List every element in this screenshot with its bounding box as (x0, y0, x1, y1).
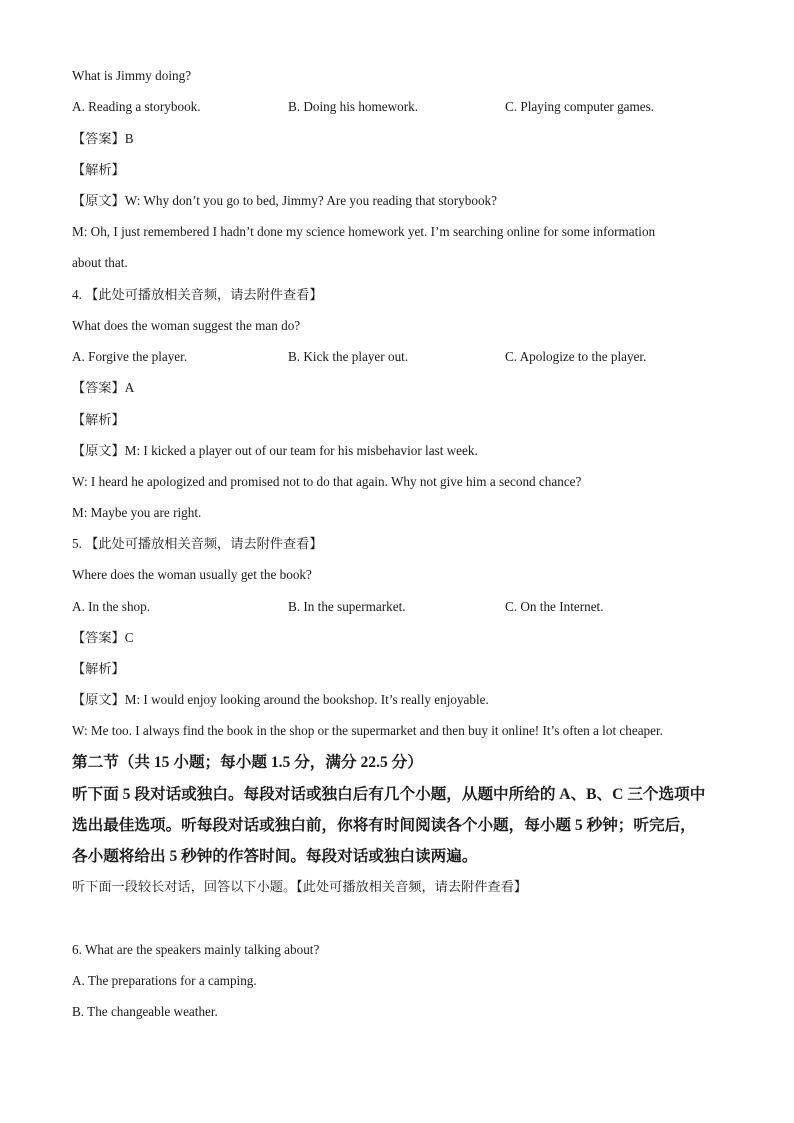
q6-option-a: A. The preparations for a camping. (72, 973, 257, 988)
q4-heading: 4. 【此处可播放相关音频，请去附件查看】 (72, 287, 323, 302)
q5-option-b: B. In the supermarket. (288, 599, 406, 614)
q3-analysis: 【解析】 (72, 162, 125, 177)
q5-question: Where does the woman usually get the book? (72, 567, 312, 582)
q3-option-a: A. Reading a storybook. (72, 99, 201, 114)
q4-analysis: 【解析】 (72, 412, 125, 427)
q5-heading: 5. 【此处可播放相关音频，请去附件查看】 (72, 536, 323, 551)
q4-option-a: A. Forgive the player. (72, 349, 188, 364)
q4-answer: 【答案】A (72, 380, 135, 395)
q4-option-c: C. Apologize to the player. (505, 349, 647, 364)
q3-answer: 【答案】B (72, 131, 134, 146)
section2-lead: 听下面一段较长对话，回答以下小题。【此处可播放相关音频，请去附件查看】 (72, 879, 527, 894)
q3-transcript-line: M: Oh, I just remembered I hadn’t done my science homework yet. I’m searching online for some information (72, 224, 656, 239)
q4-transcript-line: 【原文】M: I kicked a player out of our team for his misbehavior last week. (72, 443, 478, 458)
q5-analysis: 【解析】 (72, 661, 125, 676)
q6-question: 6. What are the speakers mainly talking about? (72, 942, 320, 957)
section2-instruction: 各小题将给出 5 秒钟的作答时间。每段对话或独白读两遍。 (72, 848, 478, 865)
q3-option-b: B. Doing his homework. (288, 99, 419, 114)
section2-title: 第二节（共 15 小题；每小题 1.5 分，满分 22.5 分） (72, 754, 423, 771)
q5-option-c: C. On the Internet. (505, 599, 604, 614)
q4-option-b: B. Kick the player out. (288, 349, 409, 364)
q5-transcript-line: W: Me too. I always find the book in the shop or the supermarket and then buy it online! It’s often a lot cheaper. (72, 723, 663, 738)
q3-transcript-line: about that. (72, 255, 128, 270)
section2-instruction: 听下面 5 段对话或独白。每段对话或独白后有几个小题，从题中所给的 A、B、C 三个选项中 (72, 786, 706, 803)
q4-question: What does the woman suggest the man do? (72, 318, 301, 333)
q4-transcript-line: M: Maybe you are right. (72, 505, 202, 520)
q3-transcript-line: 【原文】W: Why don’t you go to bed, Jimmy? Are you reading that storybook? (72, 193, 497, 208)
section2-instruction: 选出最佳选项。听每段对话或独白前，你将有时间阅读各个小题，每小题 5 秒钟；听完后， (72, 817, 696, 834)
q4-transcript-line: W: I heard he apologized and promised not to do that again. Why not give him a second chance? (72, 474, 582, 489)
q5-answer: 【答案】C (72, 630, 134, 645)
q3-question: What is Jimmy doing? (72, 68, 192, 83)
q3-option-c: C. Playing computer games. (505, 99, 655, 114)
q6-option-b: B. The changeable weather. (72, 1004, 218, 1019)
q5-transcript-line: 【原文】M: I would enjoy looking around the bookshop. It’s really enjoyable. (72, 692, 489, 707)
q5-option-a: A. In the shop. (72, 599, 151, 614)
